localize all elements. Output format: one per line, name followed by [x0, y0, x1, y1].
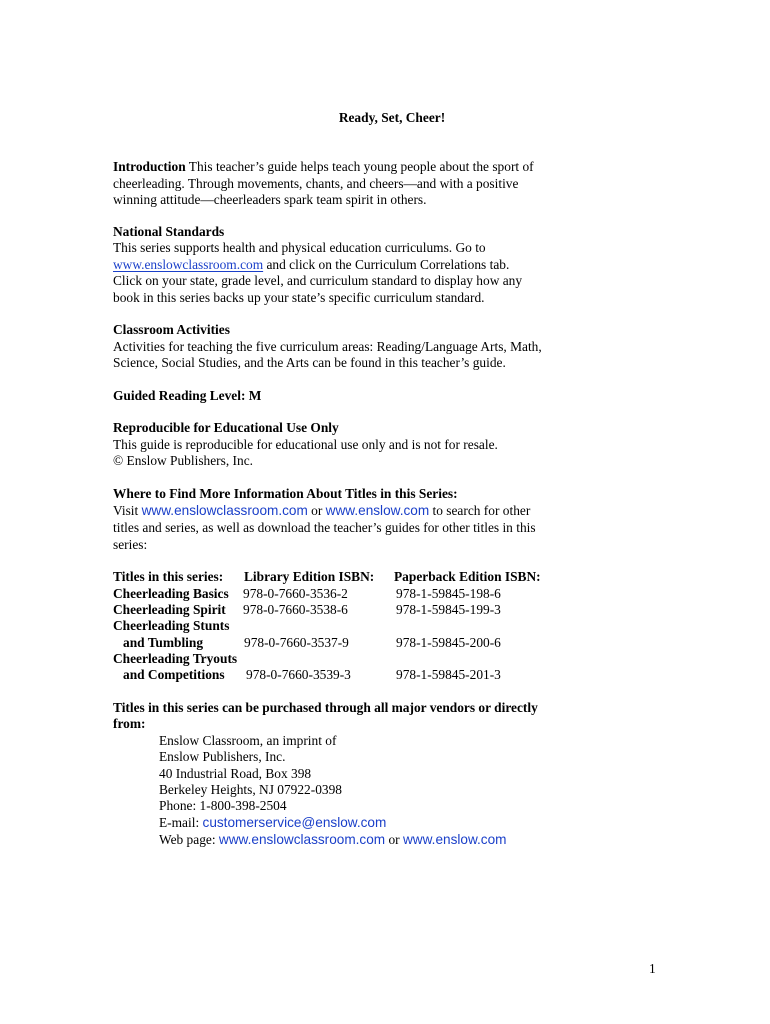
table-row-paperback-isbn: 978-1-59845-201-3 — [396, 667, 501, 682]
table-row-paperback-isbn: 978-1-59845-200-6 — [396, 635, 501, 650]
introduction-text-1: This teacher’s guide helps teach young people about the sport of — [188, 159, 534, 174]
national-standards-heading: National Standards — [113, 224, 225, 239]
enslow-link[interactable]: www.enslow.com — [325, 503, 430, 518]
table-row-title: Cheerleading Stunts — [113, 618, 230, 633]
page-number: 1 — [649, 961, 656, 976]
address-line-3: 40 Industrial Road, Box 398 — [159, 766, 312, 781]
more-info-line-3: series: — [113, 537, 148, 552]
classroom-activities-line-1: Activities for teaching the five curriculum areas: Reading/Language Arts, Math, — [113, 339, 542, 354]
table-row-paperback-isbn: 978-1-59845-199-3 — [396, 602, 501, 617]
phone-line: Phone: 1-800-398-2504 — [159, 798, 287, 813]
national-standards-line-3: Click on your state, grade level, and curriculum standard to display how any — [113, 273, 523, 288]
enslow-classroom-link[interactable]: www.enslowclassroom.com — [113, 257, 264, 272]
more-info-line-1 — [113, 503, 530, 519]
reproducible-heading: Reproducible for Educational Use Only — [113, 420, 339, 435]
more-info-rest: to search for other — [429, 503, 531, 518]
national-standards-line-2 — [113, 257, 509, 273]
purchase-line-2: from: — [113, 716, 146, 731]
classroom-activities-line-2: Science, Social Studies, and the Arts can be found in this teacher’s guide. — [113, 355, 506, 370]
national-standards-line-2-rest: and click on the Curriculum Correlations tab. — [263, 257, 510, 272]
table-row-title: Cheerleading Tryouts — [113, 651, 238, 666]
more-info-heading: Where to Find More Information About Titles in this Series: — [113, 486, 458, 501]
web-page-line — [159, 832, 506, 848]
email-label: E-mail: — [159, 815, 203, 830]
introduction-line-2: cheerleading. Through movements, chants, and cheers—and with a positive — [113, 176, 519, 191]
library-isbn-header: Library Edition ISBN: — [244, 569, 375, 584]
classroom-activities-heading: Classroom Activities — [113, 322, 230, 337]
reproducible-line-1: This guide is reproducible for educational use only and is not for resale. — [113, 437, 498, 452]
table-row-library-isbn: 978-0-7660-3538-6 — [243, 602, 348, 617]
national-standards-line-4: book in this series backs up your state’s specific curriculum standard. — [113, 290, 485, 305]
web-page-label: Web page: — [159, 832, 219, 847]
titles-header: Titles in this series: — [113, 569, 224, 584]
table-row-library-isbn: 978-0-7660-3536-2 — [243, 586, 348, 601]
table-row-paperback-isbn: 978-1-59845-198-6 — [396, 586, 501, 601]
paperback-isbn-header: Paperback Edition ISBN: — [394, 569, 541, 584]
table-row-library-isbn: 978-0-7660-3537-9 — [244, 635, 349, 650]
document-title: Ready, Set, Cheer! — [338, 110, 446, 125]
web-page-or: or — [385, 832, 403, 847]
address-line-2: Enslow Publishers, Inc. — [159, 749, 286, 764]
introduction-line-3: winning attitude—cheerleaders spark team spirit in others. — [113, 192, 427, 207]
email-link[interactable]: customerservice@enslow.com — [202, 815, 387, 830]
enslow-classroom-link-2[interactable]: www.enslowclassroom.com — [141, 503, 308, 518]
table-row-library-isbn: 978-0-7660-3539-3 — [246, 667, 351, 682]
copyright-line: © Enslow Publishers, Inc. — [113, 453, 253, 468]
email-line — [159, 815, 386, 831]
address-line-1: Enslow Classroom, an imprint of — [159, 733, 337, 748]
guided-reading-level: Guided Reading Level: M — [113, 388, 262, 403]
table-row-title: Cheerleading Basics — [113, 586, 229, 601]
more-info-line-2: titles and series, as well as download the teacher’s guides for other titles in this — [113, 520, 536, 535]
table-row-title-cont: and Tumbling — [123, 635, 204, 650]
web-link-enslow-classroom[interactable]: www.enslowclassroom.com — [218, 832, 386, 847]
introduction-heading: Introduction — [113, 159, 186, 174]
introduction-line-1 — [113, 159, 534, 175]
more-info-or: or — [307, 503, 326, 518]
address-line-4: Berkeley Heights, NJ 07922-0398 — [159, 782, 342, 797]
more-info-visit: Visit — [113, 503, 142, 518]
web-link-enslow[interactable]: www.enslow.com — [402, 832, 507, 847]
table-row-title: Cheerleading Spirit — [113, 602, 226, 617]
purchase-line-1: Titles in this series can be purchased through all major vendors or directly — [113, 700, 538, 715]
national-standards-line-1: This series supports health and physical education curriculums. Go to — [113, 240, 486, 255]
table-row-title-cont: and Competitions — [123, 667, 225, 682]
